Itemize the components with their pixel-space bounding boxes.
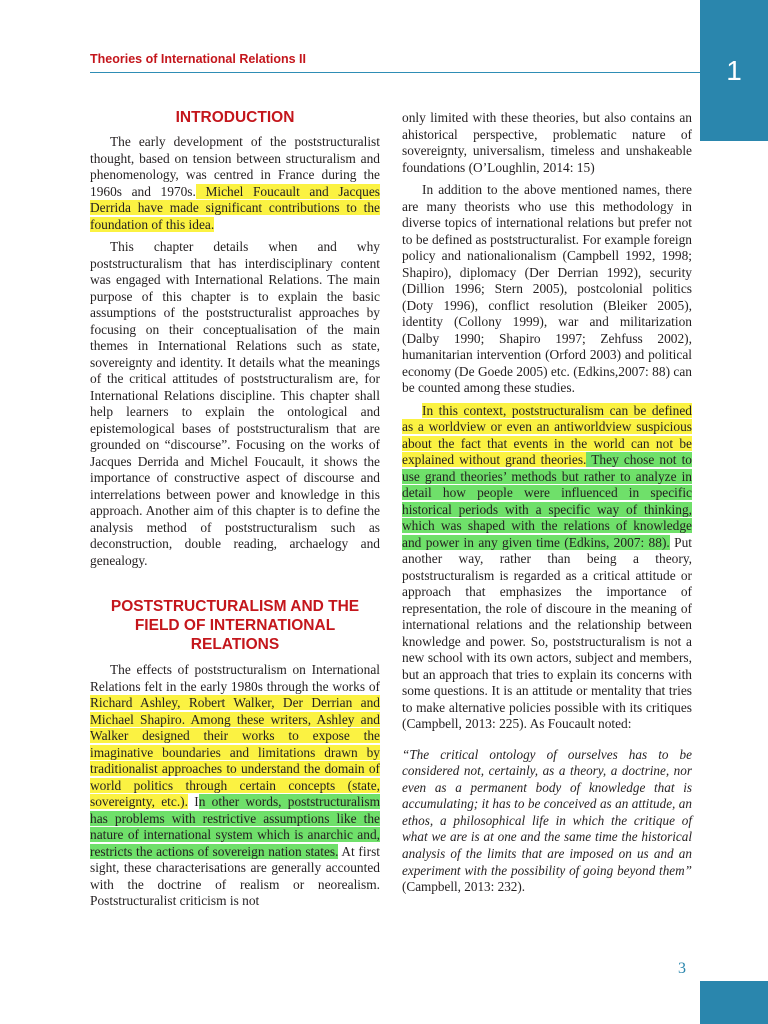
quote-text: “The critical ontology of ourselves has to be considered not, certainly, as a theory, a doctrine, nor even as a permanent body of knowledge that is accumulating; it has to be conceived as an attitude, an ethos, a philosophical life in which the critique of what we are is at one and the same time the historical analysis of the limits that are imposed on us and an experiment with the possibility of going beyond them” — [402, 746, 692, 878]
intro-paragraph-1 — [90, 134, 380, 233]
intro-paragraph-2: This chapter details when and why poststructuralism that has interdisciplinary content was engaged with International Relations. The main purpose of this chapter is to explain the basic assumptions of the poststructuralist approaches by focusing on their conceptualisation of the main themes in International Relations such as state, sovereignty and identity. It details what the meanings of the critical attitudes of poststructuralism are, for International Relations discipline. This chapter shall help learners to explain the ontological and epistemological bases of poststructuralism that are grounded on “discourse”. Focusing on the works of Jacques Derrida and Michel Foucault, it shows the importance of constructive aspect of discourse and interrelations between power and knowledge in this approach. Another aim of this chapter is to define the analysis method of poststructuralism such as deconstruction, double reading, archaelogy and genealogy. — [90, 239, 380, 568]
introduction-heading: INTRODUCTION — [175, 109, 295, 126]
chapter-number-tab: 1 — [700, 0, 768, 141]
context-paragraph — [402, 403, 692, 733]
intro-p1-text: The early development of the poststructuralist thought, based on tension between structuralism and phenomenology, was centred in France during the 1960s and 1970s. — [90, 134, 380, 199]
left-column — [90, 108, 380, 916]
quote-citation: (Campbell, 2013: 232). — [402, 879, 526, 895]
header-rule — [90, 72, 700, 73]
yellow-highlight: In this context, poststructuralism can be defined as a worldview or even an antiworldview suspicious about the fact that events in the world can not be explained without grand theories. — [402, 402, 692, 467]
right-column — [402, 110, 692, 896]
theorists-paragraph: In addition to the above mentioned names, there are many theorists who use this methodology in diverse topics of international relations but prefer not to be defined as poststructuralist. For example foreign policy and nationalionalism (Campbell 1992, 1998; Shapiro), diplomacy (Der Derrian 1992), security (Dillion 1996; Stern 2005), postcolonial politics (Doty 1996), conflict resolution (Bleiker 2005), identity (Collony 1999), war and militarization (Dalby 1990; Shapiro 1997; Zehfuss 2002), humanitarian intervention (Orford 2003) and political economy (De Goede 2005) etc. (Edkins,2007: 88) can be counted among these studies. — [402, 182, 692, 395]
footer-corner-block — [700, 981, 768, 1024]
foucault-quote — [402, 747, 692, 896]
continued-paragraph: only limited with these theories, but also contains an ahistorical perspective, problematic nature of sovereignty, universalism, timeless and unshakeable foundations (O’Loughlin, 2014: 15) — [402, 110, 692, 175]
yellow-highlight: Michel Foucault and Jacques Derrida have made significant contributions to the foundation of this idea. — [90, 183, 380, 232]
section-p1-mid: I — [187, 794, 199, 809]
section-paragraph-1 — [90, 662, 380, 910]
yellow-highlight: Richard Ashley, Robert Walker, Der Derrian and Michael Shapiro. Among these writers, Ashley and Walker designed their works to expose the imaginative boundaries and limitations drawn by traditionalist approaches to understand the domain of world politics through certain concepts (state, sovereignty, etc.). — [90, 695, 380, 809]
green-highlight: n other words, poststructuralism has problems with restrictive assumptions like the nature of international system which is anarchic and, restricts the actions of sovereign nation states. — [90, 794, 380, 859]
section-p1-end: At first sight, these characterisations are generally accounted with the doctrine of realism or neorealism. Poststructuralist criticism is not — [90, 843, 381, 908]
running-header: Theories of International Relations II — [90, 52, 307, 66]
poststructuralism-section-heading: POSTSTRUCTURALISM AND THE FIELD OF INTERNATIONAL RELATIONS — [110, 598, 360, 653]
section-p1-start: The effects of poststructuralism on International Relations felt in the early 1980s through the works of — [90, 662, 380, 694]
page-number: 3 — [678, 960, 686, 977]
green-highlight: They chose not to use grand theories’ methods but rather to analyze in detail how people were influenced in specific historical periods with a specific way of thinking, which was shaped with the relations of knowledge and power in any given time (Edkins, 2007: 88). — [402, 452, 692, 550]
context-p-text: Put another way, rather than being a theory, poststructuralism is regarded as a critical attitude or approach that emphasizes the importance of representation, the role of discoure in the meaning of international relations and the relationship between knowledge and power. So, poststructuralism is not a new school with its own actors, subject and members, but an approach that tries to explain its concerns with some questions. It is an attitude or mentality that tries to make alternative policies possible with its critiques (Campbell, 2013: 225). As Foucault noted: — [402, 534, 692, 731]
